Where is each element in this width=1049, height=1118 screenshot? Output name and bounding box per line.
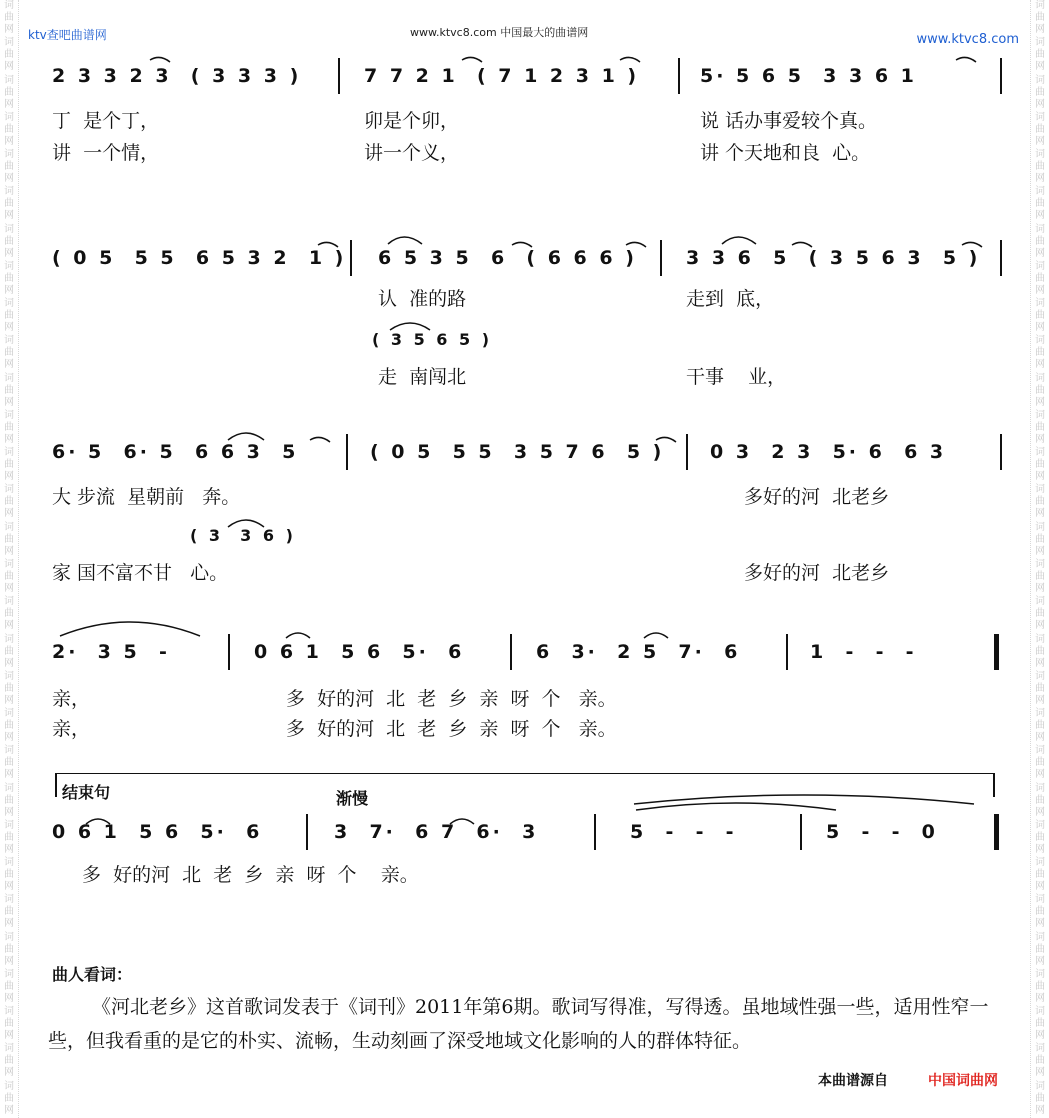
watermark-glyph: 曲 (1035, 1018, 1045, 1030)
lyric-verse-1: 卯是个卯， (364, 110, 460, 132)
watermark-glyph: 词 (4, 857, 14, 869)
lyric-verse-1: 大 步流 星朝前 奔。 (52, 486, 241, 508)
watermark-glyph: 词 (4, 1006, 14, 1018)
watermark-glyph: 网 (1035, 1030, 1045, 1042)
barline (1000, 58, 1002, 94)
watermark-glyph: 曲 (4, 906, 14, 918)
notation-measure-group: 5 - - 0 (826, 821, 938, 843)
watermark-glyph: 曲 (1035, 608, 1045, 620)
watermark-glyph: 曲 (1035, 421, 1045, 433)
lyric-verse-2: 讲 个天地和良 心。 (700, 142, 871, 164)
lyric-verse-1: 走到 底， (686, 288, 775, 310)
watermark-glyph: 网 (4, 843, 14, 855)
lyric-verse-1: 说 话办事爱较个真。 (700, 110, 878, 132)
watermark-glyph: 曲 (4, 757, 14, 769)
watermark-glyph: 词 (1035, 894, 1045, 906)
watermark-glyph: 词 (4, 708, 14, 720)
watermark-glyph: 曲 (1035, 906, 1045, 918)
watermark-glyph: 词 (1035, 409, 1045, 421)
variant-notation: ( 3 3 6 ) (190, 526, 296, 545)
lyric-verse-1: 亲， (52, 688, 91, 710)
watermark-glyph: 网 (4, 1067, 14, 1079)
watermark-glyph: 曲 (1035, 272, 1045, 284)
notation-measure-group: 5· 5 6 5 3 3 6 1 (700, 65, 917, 87)
watermark-glyph: 网 (1035, 433, 1045, 445)
watermark-glyph: 词 (1035, 782, 1045, 794)
watermark-glyph: 曲 (4, 570, 14, 582)
watermark-glyph: 词 (4, 409, 14, 421)
watermark-glyph: 网 (4, 24, 14, 35)
watermark-glyph: 词 (4, 37, 14, 49)
watermark-glyph: 网 (1035, 173, 1045, 185)
watermark-glyph: 词 (1035, 484, 1045, 496)
watermark-glyph: 网 (1035, 918, 1045, 930)
lyric-verse-2: 干事 业， (686, 366, 787, 388)
watermark-glyph: 曲 (1035, 794, 1045, 806)
notation-measure-group: 3 3 6 5 ( 3 5 6 3 5 ) (686, 247, 981, 269)
barline (678, 58, 680, 94)
notation-measure-group: 3 7· 6 7 6· 3 (334, 821, 539, 843)
watermark-glyph: 网 (4, 135, 14, 147)
watermark-glyph: 曲 (4, 235, 14, 247)
barline (510, 634, 512, 670)
watermark-glyph: 词 (1035, 260, 1045, 272)
watermark-glyph: 网 (1035, 657, 1045, 669)
watermark-glyph: 曲 (4, 980, 14, 992)
watermark-glyph: 词 (1035, 670, 1045, 682)
watermark-glyph: 曲 (1035, 86, 1045, 98)
watermark-glyph: 词 (1035, 708, 1045, 720)
notation-measure-group: ( 0 5 5 5 3 5 7 6 5 ) (370, 441, 665, 463)
site-header-left[interactable]: ktv查吧曲谱网 (28, 28, 107, 42)
watermark-glyph: 曲 (4, 1092, 14, 1104)
watermark-glyph: 曲 (1035, 161, 1045, 173)
watermark-glyph: 词 (1035, 74, 1045, 86)
watermark-glyph: 词 (1035, 186, 1045, 198)
notation-measure-group: 6 3· 2 5 7· 6 (536, 641, 741, 663)
watermark-glyph: 词 (4, 186, 14, 198)
watermark-glyph: 词 (1035, 447, 1045, 459)
watermark-glyph: 曲 (4, 1055, 14, 1067)
watermark-glyph: 曲 (4, 49, 14, 61)
notation-measure-group: 6 5 3 5 6 ( 6 6 6 ) (378, 247, 637, 269)
watermark-glyph: 网 (4, 881, 14, 893)
barline (346, 434, 348, 470)
watermark-glyph: 词 (4, 149, 14, 161)
notation-measure-group: 5 - - - (630, 821, 737, 843)
tempo-marking: 渐慢 (336, 789, 369, 808)
watermark-glyph: 曲 (1035, 384, 1045, 396)
watermark-glyph: 网 (1035, 955, 1045, 967)
watermark-glyph: 网 (1035, 24, 1045, 35)
watermark-glyph: 词 (4, 372, 14, 384)
watermark-glyph: 词 (1035, 745, 1045, 757)
watermark-glyph: 网 (4, 1030, 14, 1042)
watermark-glyph: 词 (4, 223, 14, 235)
watermark-glyph: 网 (4, 806, 14, 818)
left-watermark-column (0, 0, 19, 1118)
watermark-glyph: 曲 (4, 384, 14, 396)
watermark-glyph: 网 (1035, 471, 1045, 483)
watermark-glyph: 词 (4, 633, 14, 645)
watermark-glyph: 曲 (1035, 757, 1045, 769)
watermark-glyph: 曲 (1035, 645, 1045, 657)
watermark-glyph: 网 (4, 433, 14, 445)
watermark-glyph: 词 (1035, 335, 1045, 347)
barline (800, 814, 802, 850)
watermark-glyph: 词 (1035, 111, 1045, 123)
watermark-glyph: 曲 (4, 1018, 14, 1030)
watermark-glyph: 曲 (4, 198, 14, 210)
watermark-glyph: 网 (4, 1104, 14, 1116)
watermark-glyph: 网 (4, 359, 14, 371)
barline (786, 634, 788, 670)
notation-measure-group: 0 3 2 3 5· 6 6 3 (710, 441, 947, 463)
watermark-glyph: 词 (4, 782, 14, 794)
watermark-glyph: 曲 (4, 533, 14, 545)
barline (1000, 434, 1002, 470)
watermark-glyph: 曲 (4, 831, 14, 843)
watermark-glyph: 词 (4, 260, 14, 272)
notation-measure-group: 2 3 3 2 3 ( 3 3 3 ) (52, 65, 302, 87)
watermark-glyph: 网 (4, 769, 14, 781)
watermark-glyph: 词 (4, 447, 14, 459)
watermark-glyph: 词 (4, 1080, 14, 1092)
watermark-glyph: 词 (4, 745, 14, 757)
watermark-glyph: 词 (4, 521, 14, 533)
watermark-glyph: 网 (1035, 545, 1045, 557)
watermark-glyph: 网 (1035, 881, 1045, 893)
watermark-glyph: 网 (4, 322, 14, 334)
barline (228, 634, 230, 670)
watermark-glyph: 词 (1035, 968, 1045, 980)
watermark-glyph: 网 (4, 210, 14, 222)
watermark-glyph: 网 (4, 694, 14, 706)
watermark-glyph: 曲 (1035, 459, 1045, 471)
watermark-glyph: 网 (1035, 732, 1045, 744)
watermark-glyph: 词 (4, 0, 14, 11)
lyric-verse-2: 走 南闯北 (378, 366, 467, 388)
watermark-glyph: 网 (1035, 582, 1045, 594)
watermark-glyph: 网 (1035, 992, 1045, 1004)
watermark-glyph: 网 (4, 471, 14, 483)
watermark-glyph: 词 (1035, 596, 1045, 608)
watermark-glyph: 网 (4, 582, 14, 594)
lyric-verse-1: 多好的河 北老乡 (744, 486, 890, 508)
watermark-glyph: 曲 (4, 421, 14, 433)
ending-bracket-left (55, 773, 57, 797)
watermark-glyph: 曲 (1035, 123, 1045, 135)
lyric-verse-1: 丁 是个丁， (52, 110, 160, 132)
watermark-glyph: 曲 (4, 161, 14, 173)
watermark-glyph: 词 (4, 558, 14, 570)
watermark-glyph: 词 (4, 894, 14, 906)
watermark-glyph: 网 (1035, 1067, 1045, 1079)
watermark-glyph: 网 (1035, 620, 1045, 632)
watermark-glyph: 网 (4, 284, 14, 296)
watermark-glyph: 网 (4, 732, 14, 744)
watermark-glyph: 曲 (1035, 49, 1045, 61)
watermark-glyph: 网 (4, 955, 14, 967)
watermark-glyph: 网 (4, 918, 14, 930)
watermark-glyph: 网 (1035, 210, 1045, 222)
watermark-glyph: 网 (4, 620, 14, 632)
watermark-glyph: 网 (1035, 359, 1045, 371)
watermark-glyph: 词 (1035, 37, 1045, 49)
watermark-glyph: 词 (4, 298, 14, 310)
watermark-glyph: 词 (1035, 1043, 1045, 1055)
watermark-glyph: 曲 (1035, 831, 1045, 843)
watermark-glyph: 网 (4, 61, 14, 73)
watermark-glyph: 网 (4, 98, 14, 110)
watermark-glyph: 词 (1035, 819, 1045, 831)
watermark-glyph: 曲 (4, 272, 14, 284)
watermark-glyph: 曲 (4, 347, 14, 359)
lyric-verse-1: 认 准的路 (378, 288, 467, 310)
watermark-glyph: 词 (1035, 0, 1045, 11)
barline (660, 240, 662, 276)
watermark-glyph: 词 (4, 968, 14, 980)
variant-notation: ( 3 5 6 5 ) (372, 330, 493, 349)
watermark-glyph: 网 (1035, 694, 1045, 706)
notation-measure-group: 0 6 1 5 6 5· 6 (254, 641, 465, 663)
watermark-glyph: 词 (4, 335, 14, 347)
watermark-glyph: 曲 (4, 720, 14, 732)
lyric-verse-2: 多好的河 北老乡 (744, 562, 890, 584)
comment-body: 《河北老乡》这首歌词发表于《词刊》2011年第6期。歌词写得准，写得透。虽地域性强一些，适用性窄一些，但我看重的是它的朴实、流畅，生动刻画了深受地域文化影响的人的群体特征。 (48, 996, 989, 1052)
watermark-glyph: 网 (4, 657, 14, 669)
watermark-glyph: 词 (1035, 1006, 1045, 1018)
lyric-verse-2: 多 好的河 北 老 乡 亲 呀 个 亲。 (286, 718, 617, 740)
watermark-glyph: 曲 (1035, 869, 1045, 881)
watermark-glyph: 词 (1035, 223, 1045, 235)
watermark-glyph: 曲 (1035, 496, 1045, 508)
notation-measure-group: 1 - - - (810, 641, 917, 663)
notation-measure-group: 0 6 1 5 6 5· 6 (52, 821, 263, 843)
lyric-verse-2: 讲 一个情， (52, 142, 160, 164)
watermark-glyph: 网 (1035, 508, 1045, 520)
watermark-glyph: 网 (1035, 247, 1045, 259)
watermark-glyph: 词 (1035, 298, 1045, 310)
barline (686, 434, 688, 470)
notation-measure-group: 6· 5 6· 5 6 6 3 5 (52, 441, 299, 463)
watermark-glyph: 词 (4, 670, 14, 682)
notation-measure-group: ( 0 5 5 5 6 5 3 2 1 ) (52, 247, 347, 269)
watermark-glyph: 网 (1035, 135, 1045, 147)
watermark-glyph: 网 (1035, 284, 1045, 296)
barline (1000, 240, 1002, 276)
footer-source-label: 本曲谱源自 (818, 1073, 888, 1089)
watermark-glyph: 网 (4, 396, 14, 408)
right-watermark-column (1030, 0, 1049, 1118)
watermark-glyph: 曲 (1035, 533, 1045, 545)
notation-measure-group: 7 7 2 1 ( 7 1 2 3 1 ) (364, 65, 640, 87)
barline (306, 814, 308, 850)
watermark-glyph: 曲 (4, 12, 14, 23)
watermark-glyph: 曲 (4, 682, 14, 694)
watermark-glyph: 网 (1035, 396, 1045, 408)
barline (350, 240, 352, 276)
watermark-glyph: 曲 (1035, 1092, 1045, 1104)
watermark-glyph: 曲 (4, 496, 14, 508)
lyric-verse-1: 多 好的河 北 老 乡 亲 呀 个 亲。 (286, 688, 617, 710)
lyric-verse-2: 家 国不富不甘 心。 (52, 562, 229, 584)
watermark-glyph: 曲 (4, 459, 14, 471)
watermark-glyph: 网 (1035, 806, 1045, 818)
watermark-glyph: 网 (1035, 98, 1045, 110)
watermark-glyph: 曲 (1035, 570, 1045, 582)
watermark-glyph: 曲 (1035, 682, 1045, 694)
ending-label: 结束句 (62, 783, 111, 802)
watermark-glyph: 词 (4, 819, 14, 831)
watermark-glyph: 网 (4, 992, 14, 1004)
lyric-verse-2: 亲， (52, 718, 91, 740)
watermark-glyph: 网 (4, 173, 14, 185)
final-barline (994, 814, 999, 850)
watermark-glyph: 词 (4, 931, 14, 943)
watermark-glyph: 曲 (4, 123, 14, 135)
notation-measure-group: 2· 3 5 - (52, 641, 170, 663)
watermark-glyph: 曲 (1035, 347, 1045, 359)
watermark-glyph: 词 (1035, 1080, 1045, 1092)
watermark-glyph: 曲 (4, 794, 14, 806)
watermark-glyph: 曲 (1035, 310, 1045, 322)
watermark-glyph: 曲 (4, 310, 14, 322)
watermark-glyph: 曲 (4, 645, 14, 657)
watermark-glyph: 词 (4, 596, 14, 608)
barline (338, 58, 340, 94)
watermark-glyph: 曲 (4, 943, 14, 955)
watermark-glyph: 词 (1035, 558, 1045, 570)
watermark-glyph: 网 (1035, 769, 1045, 781)
watermark-glyph: 词 (1035, 857, 1045, 869)
watermark-glyph: 曲 (4, 608, 14, 620)
watermark-glyph: 词 (1035, 931, 1045, 943)
lyric-ending: 多 好的河 北 老 乡 亲 呀 个 亲。 (82, 864, 419, 886)
watermark-glyph: 词 (1035, 521, 1045, 533)
watermark-glyph: 曲 (1035, 235, 1045, 247)
barline (594, 814, 596, 850)
comment-title: 曲人看词： (52, 965, 133, 984)
watermark-glyph: 曲 (1035, 12, 1045, 23)
watermark-glyph: 网 (1035, 61, 1045, 73)
watermark-glyph: 词 (1035, 149, 1045, 161)
watermark-glyph: 曲 (1035, 720, 1045, 732)
watermark-glyph: 曲 (1035, 943, 1045, 955)
watermark-glyph: 网 (1035, 843, 1045, 855)
watermark-glyph: 网 (1035, 1104, 1045, 1116)
watermark-glyph: 网 (1035, 322, 1045, 334)
site-header-center: www.ktvc8.com 中国最大的曲谱网 (410, 26, 589, 39)
watermark-glyph: 词 (1035, 633, 1045, 645)
ending-bracket-right (993, 773, 995, 797)
ending-bracket (55, 773, 995, 798)
watermark-glyph: 网 (4, 508, 14, 520)
site-header-right[interactable]: www.ktvc8.com (916, 32, 1019, 47)
watermark-glyph: 网 (4, 545, 14, 557)
watermark-glyph: 曲 (4, 86, 14, 98)
watermark-glyph: 词 (4, 1043, 14, 1055)
watermark-glyph: 曲 (1035, 1055, 1045, 1067)
watermark-glyph: 词 (4, 484, 14, 496)
footer-source-brand[interactable]: 中国词曲网 (928, 1073, 998, 1089)
watermark-glyph: 曲 (1035, 198, 1045, 210)
watermark-glyph: 网 (4, 247, 14, 259)
watermark-glyph: 曲 (1035, 980, 1045, 992)
watermark-glyph: 词 (4, 111, 14, 123)
watermark-glyph: 曲 (4, 869, 14, 881)
repeat-end-barline (994, 634, 999, 670)
watermark-glyph: 词 (4, 74, 14, 86)
lyric-verse-2: 讲一个义， (364, 142, 460, 164)
watermark-glyph: 词 (1035, 372, 1045, 384)
